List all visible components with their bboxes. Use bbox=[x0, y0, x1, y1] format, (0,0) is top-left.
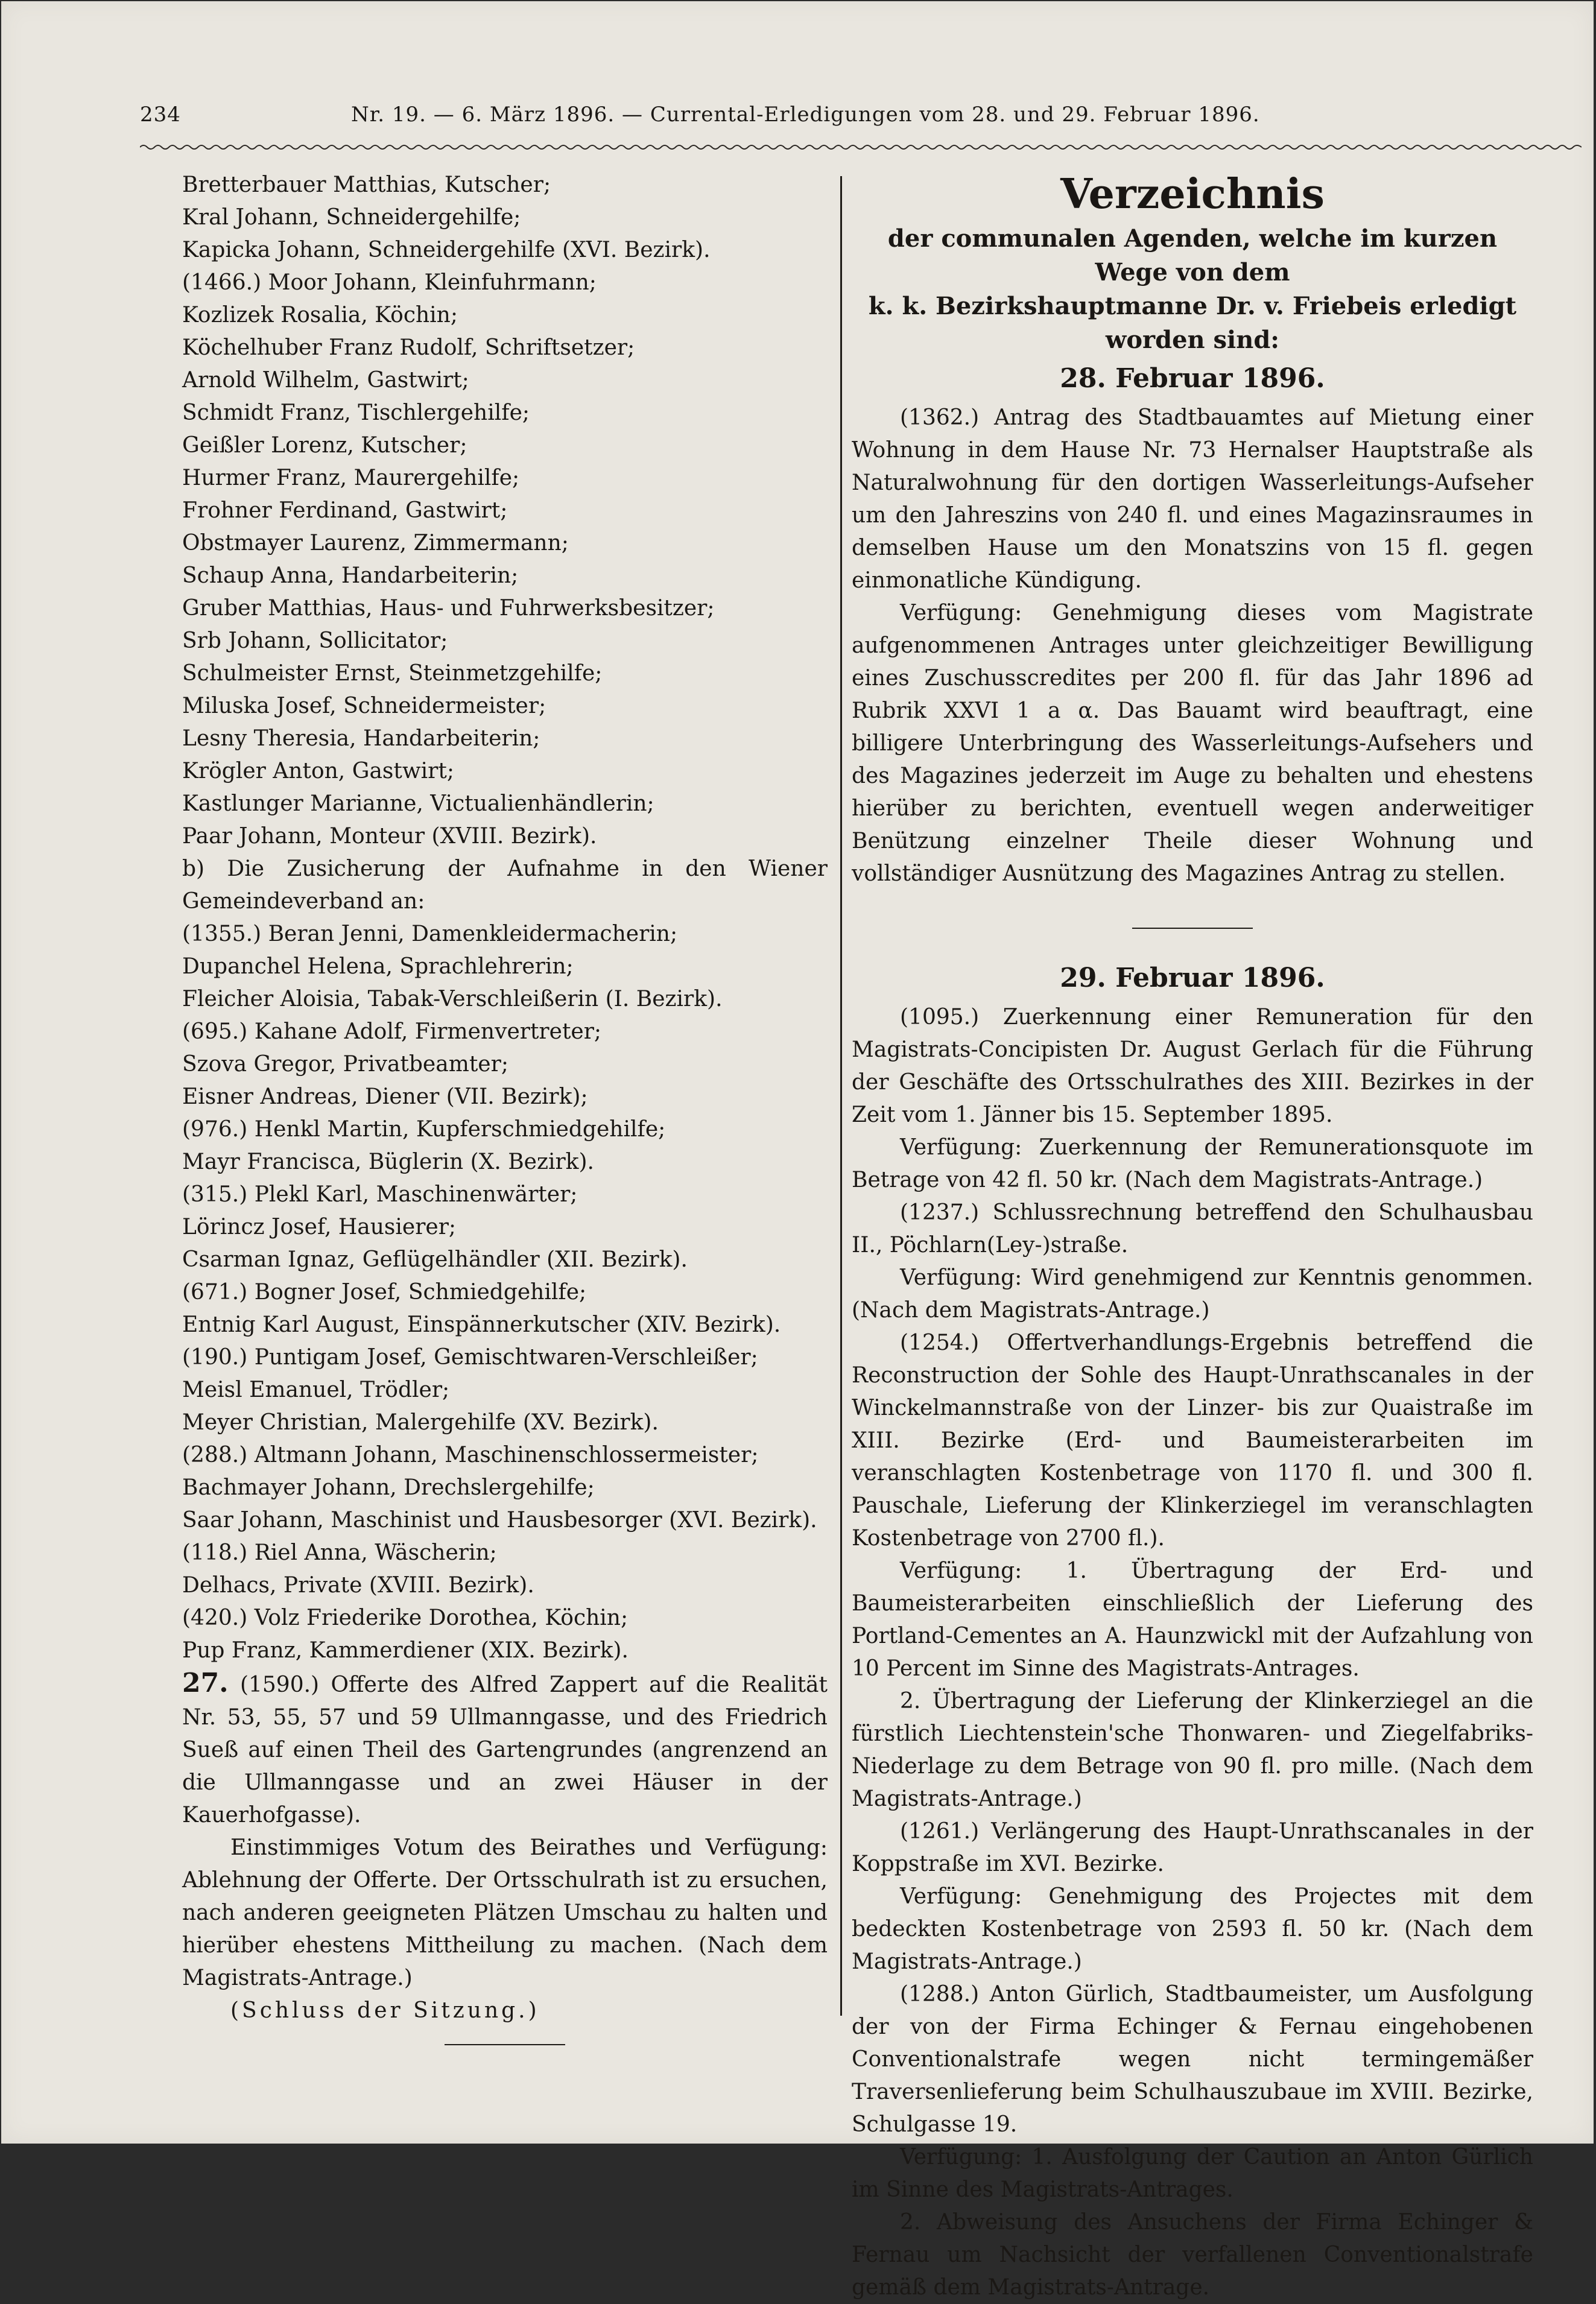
list-item: Schulmeister Ernst, Steinmetzgehilfe; bbox=[182, 661, 603, 686]
item-1254-decision-2: 2. Übertragung der Lieferung der Klinkerziegel an die fürstlich Liechtenstein'sche Thonwaren- und Ziegelfabriks-Niederlage zu dem Betrage von 90 fl. pro mille. (Nach dem Magistrats-Antrage.) bbox=[852, 1689, 1533, 1811]
list-item: Eisner Andreas, Diener (VII. Bezirk); bbox=[182, 1084, 588, 1109]
list-item: Kastlunger Marianne, Victualienhändlerin; bbox=[182, 791, 654, 816]
list-item: Hurmer Franz, Maurergehilfe; bbox=[182, 466, 520, 490]
list-item: (1466.) Moor Johann, Kleinfuhrmann; bbox=[182, 270, 597, 295]
list-item: (288.) Altmann Johann, Maschinenschlossermeister; bbox=[182, 1443, 759, 1467]
item-1362-decision: Verfügung: Genehmigung dieses vom Magistrate aufgenommenen Antrages unter gleichzeitiger Bewilligung eines Zuschusscredites per 200 fl. für das Jahr 1896 ad Rubrik XXVI 1 a α. Das Bauamt wird beauftragt, eine billigere Unterbringung des Wasserleitungs-Aufsehers und des Magazines jederzeit im Auge zu behalten und ehestens hierüber zu berichten, eventuell wegen anderweitiger Benützung einzelner Theile dieser Wohnung und vollständiger Ausnützung des Magazines Antrag zu stellen. bbox=[852, 601, 1533, 886]
item-1261-decision: Verfügung: Genehmigung des Projectes mit dem bedeckten Kostenbetrage von 2593 fl. 50 kr. (Nach dem Magistrats-Antrage.) bbox=[852, 1884, 1533, 1974]
item-27-text: (1590.) Offerte des Alfred Zappert auf die Realität Nr. 53, 55, 57 und 59 Ullmanngasse, und des Friedrich Sueß auf einen Theil des Gartengrundes (angrenzend an die Ullmanngasse und an zwei Häuser in der Kauerhofgasse). bbox=[182, 1673, 828, 1828]
naturalization-list-a bbox=[182, 169, 828, 853]
list-item: Szova Gregor, Privatbeamter; bbox=[182, 1052, 508, 1077]
list-item: (190.) Puntigam Josef, Gemischtwaren-Verschleißer; bbox=[182, 1345, 758, 1370]
section-rule bbox=[1132, 928, 1253, 929]
list-item: Gruber Matthias, Haus- und Fuhrwerksbesitzer; bbox=[182, 596, 715, 621]
item-1095: (1095.) Zuerkennung einer Remuneration für den Magistrats-Concipisten Dr. August Gerlach für die Führung der Geschäfte des Ortsschulrathes des XIII. Bezirkes in der Zeit vom 1. Jänner bis 15. September 1895. bbox=[852, 1005, 1533, 1127]
item-1288: (1288.) Anton Gürlich, Stadtbaumeister, um Ausfolgung der von der Firma Echinger & Fernau eingehobenen Conventionalstrafe wegen nicht termingemäßer Traversenlieferung beim Schulhauszubaue im XVIII. Bezirke, Schulgasse 19. bbox=[852, 1982, 1533, 2137]
list-item: Kral Johann, Schneidergehilfe; bbox=[182, 205, 521, 230]
item-1288-decision-1: Verfügung: 1. Ausfolgung der Caution an Anton Gürlich im Sinne des Magistrats-Antrages. bbox=[852, 2145, 1533, 2202]
list-item: Mayr Francisca, Büglerin (X. Bezirk). bbox=[182, 1150, 594, 1174]
list-item: Srb Johann, Sollicitator; bbox=[182, 628, 448, 653]
right-column bbox=[852, 169, 1533, 2304]
item-27 bbox=[182, 1667, 828, 1832]
session-closing: (Schluss der Sitzung.) bbox=[230, 1998, 540, 2023]
item-1254-decision-1: Verfügung: 1. Übertragung der Erd- und Baumeisterarbeiten einschließlich der Lieferung des Portland-Cementes an A. Haunzwickl mit der Aufzahlung von 10 Percent im Sinne des Magistrats-Antrages. bbox=[852, 1559, 1533, 1681]
section-title: Verzeichnis bbox=[1060, 170, 1325, 218]
list-item: Kapicka Johann, Schneidergehilfe (XVI. Bezirk). bbox=[182, 238, 711, 262]
section-subtitle-line-1: der communalen Agenden, welche im kurzen Wege von dem bbox=[887, 224, 1498, 286]
list-item: Saar Johann, Maschinist und Hausbesorger (XVI. Bezirk). bbox=[182, 1508, 817, 1533]
item-1288-decision-2: 2. Abweisung des Ansuchens der Firma Echinger & Fernau um Nachsicht der verfallenen Conventionalstrafe gemäß dem Magistrats-Antrage. bbox=[852, 2210, 1533, 2300]
list-item: Bachmayer Johann, Drechslergehilfe; bbox=[182, 1475, 595, 1500]
list-item: Lesny Theresia, Handarbeiterin; bbox=[182, 726, 540, 751]
item-1362: (1362.) Antrag des Stadtbauamtes auf Mietung einer Wohnung in dem Hause Nr. 73 Hernalser Hauptstraße als Naturalwohnung für den dortigen Wasserleitungs-Aufseher um den Jahreszins von 240 fl. und eines Magazinsraumes in demselben Hause um den Monatszins von 15 fl. gegen einmonatliche Kündigung. bbox=[852, 405, 1533, 593]
list-item: Schmidt Franz, Tischlergehilfe; bbox=[182, 400, 530, 425]
list-item: Dupanchel Helena, Sprachlehrerin; bbox=[182, 954, 574, 979]
left-column bbox=[182, 169, 828, 2062]
list-item: Csarman Ignaz, Geflügelhändler (XII. Bezirk). bbox=[182, 1247, 688, 1272]
list-item: Bretterbauer Matthias, Kutscher; bbox=[182, 172, 551, 197]
running-title: Nr. 19. — 6. März 1896. — Currental-Erledigungen vom 28. und 29. Februar 1896. bbox=[351, 103, 1260, 127]
item-number: 27. bbox=[182, 1668, 229, 1698]
page-header bbox=[140, 103, 1352, 139]
list-item: Fleicher Aloisia, Tabak-Verschleißerin (I. Bezirk). bbox=[182, 987, 723, 1011]
section-b-intro: b) Die Zusicherung der Aufnahme in den Wiener Gemeindeverband an: bbox=[182, 856, 828, 914]
list-item: (315.) Plekl Karl, Maschinenwärter; bbox=[182, 1182, 578, 1207]
naturalization-list-b bbox=[182, 918, 828, 1667]
item-1095-decision: Verfügung: Zuerkennung der Remunerationsquote im Betrage von 42 fl. 50 kr. (Nach dem Magistrats-Antrage.) bbox=[852, 1135, 1533, 1192]
list-item: Miluska Josef, Schneidermeister; bbox=[182, 694, 546, 718]
list-item: Schaup Anna, Handarbeiterin; bbox=[182, 563, 519, 588]
list-item: (976.) Henkl Martin, Kupferschmiedgehilfe; bbox=[182, 1117, 666, 1142]
list-item: Paar Johann, Monteur (XVIII. Bezirk). bbox=[182, 824, 597, 849]
list-item: Pup Franz, Kammerdiener (XIX. Bezirk). bbox=[182, 1638, 629, 1663]
end-rule bbox=[445, 2044, 565, 2045]
item-1254: (1254.) Offertverhandlungs-Ergebnis betreffend die Reconstruction der Sohle des Haupt-Unrathscanales in der Winckelmannstraße von der Linzer- bis zur Quaistraße im XIII. Bezirke (Erd- und Baumeisterarbeiten im veranschlagten Kostenbetrage von 1170 fl. und 300 fl. Pauschale, Lieferung der Klinkerziegel im veranschlagten Kostenbetrage von 2700 fl.). bbox=[852, 1331, 1533, 1551]
column-divider bbox=[840, 176, 842, 2016]
list-item: (420.) Volz Friederike Dorothea, Köchin; bbox=[182, 1606, 629, 1630]
page-number: 234 bbox=[140, 103, 181, 127]
list-item: Köchelhuber Franz Rudolf, Schriftsetzer; bbox=[182, 335, 635, 360]
item-1237: (1237.) Schlussrechnung betreffend den Schulhausbau II., Pöchlarn(Ley-)straße. bbox=[852, 1200, 1533, 1258]
date-heading-28: 28. Februar 1896. bbox=[1060, 363, 1325, 394]
date-heading-29: 29. Februar 1896. bbox=[1060, 963, 1325, 993]
list-item: (1355.) Beran Jenni, Damenkleidermacherin; bbox=[182, 922, 678, 946]
list-item: Geißler Lorenz, Kutscher; bbox=[182, 433, 467, 458]
header-rule bbox=[140, 142, 1582, 152]
list-item: (118.) Riel Anna, Wäscherin; bbox=[182, 1540, 497, 1565]
item-27-votum: Einstimmiges Votum des Beirathes und Verfügung: Ablehnung der Offerte. Der Ortsschulrath ist zu ersuchen, nach anderen geeigneten Plätzen Umschau zu halten und hierüber ehestens Mittheilung zu machen. (Nach dem Magistrats-Antrage.) bbox=[182, 1835, 828, 1990]
list-item: Arnold Wilhelm, Gastwirt; bbox=[182, 368, 469, 393]
list-item: (671.) Bogner Josef, Schmiedgehilfe; bbox=[182, 1280, 587, 1305]
list-item: Meisl Emanuel, Trödler; bbox=[182, 1378, 450, 1402]
list-item: Krögler Anton, Gastwirt; bbox=[182, 759, 454, 783]
item-1261: (1261.) Verlängerung des Haupt-Unrathscanales in der Koppstraße im XVI. Bezirke. bbox=[852, 1819, 1533, 1876]
list-item: (695.) Kahane Adolf, Firmenvertreter; bbox=[182, 1019, 602, 1044]
item-1237-decision: Verfügung: Wird genehmigend zur Kenntnis genommen. (Nach dem Magistrats-Antrage.) bbox=[852, 1265, 1533, 1323]
list-item: Obstmayer Laurenz, Zimmermann; bbox=[182, 531, 569, 555]
list-item: Entnig Karl August, Einspännerkutscher (XIV. Bezirk). bbox=[182, 1312, 781, 1337]
list-item: Frohner Ferdinand, Gastwirt; bbox=[182, 498, 508, 523]
list-item: Lörincz Josef, Hausierer; bbox=[182, 1215, 457, 1239]
list-item: Meyer Christian, Malergehilfe (XV. Bezirk). bbox=[182, 1410, 659, 1435]
list-item: Kozlizek Rosalia, Köchin; bbox=[182, 303, 458, 328]
newspaper-page bbox=[1, 1, 1594, 2300]
section-subtitle-line-2: k. k. Bezirkshauptmanne Dr. v. Friebeis erledigt worden sind: bbox=[868, 292, 1517, 354]
list-item: Delhacs, Private (XVIII. Bezirk). bbox=[182, 1573, 534, 1598]
